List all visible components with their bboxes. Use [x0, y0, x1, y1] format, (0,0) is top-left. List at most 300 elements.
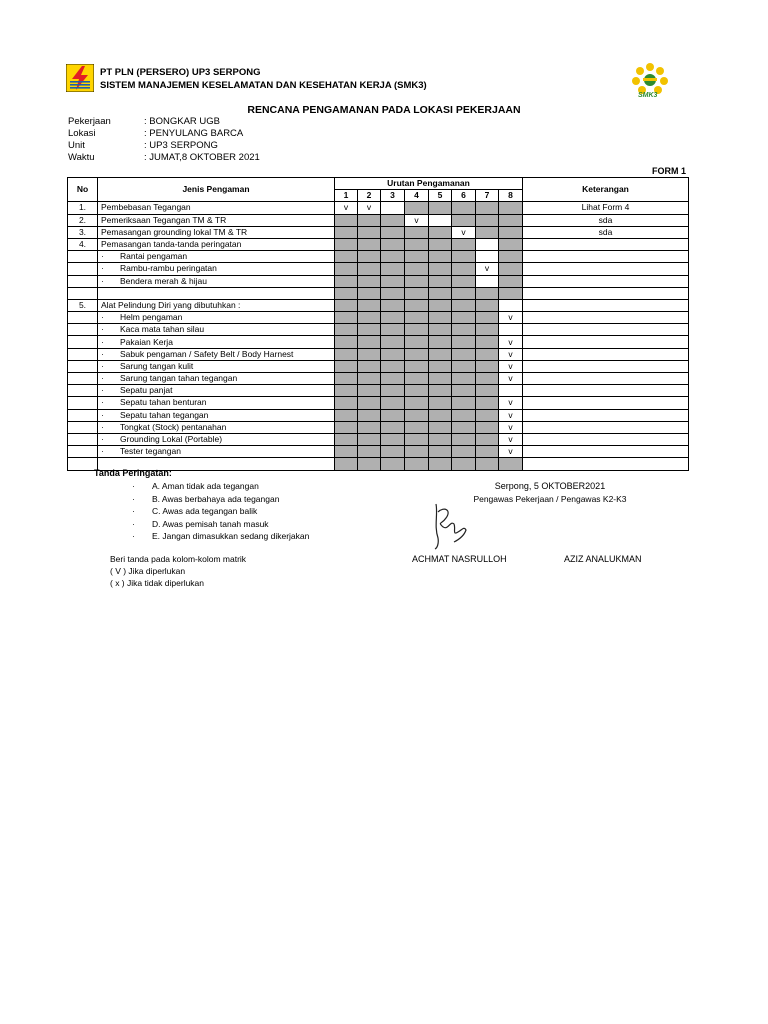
step-cell-3 [381, 226, 405, 238]
step-cell-5 [429, 421, 452, 433]
row-keterangan: Lihat Form 4 [523, 202, 689, 214]
row-keterangan [523, 324, 689, 336]
row-label-text: Sarung tangan kulit [120, 360, 194, 371]
row-label [98, 397, 335, 409]
step-cell-7: v [476, 263, 499, 275]
table-row [68, 226, 689, 238]
table-row [68, 324, 689, 336]
step-header-7: 7 [476, 190, 499, 202]
row-label-text: Sepatu tahan tegangan [120, 409, 209, 420]
bullet-icon: · [101, 275, 104, 286]
step-cell-8 [499, 458, 523, 470]
step-cell-8 [499, 287, 523, 299]
bullet-icon: · [132, 506, 135, 516]
step-cell-6 [452, 433, 476, 445]
step-header-6: 6 [452, 190, 476, 202]
form-label: FORM 1 [651, 166, 686, 176]
table-row [68, 409, 689, 421]
step-cell-8: v [499, 360, 523, 372]
step-cell-7 [476, 226, 499, 238]
step-cell-8 [499, 226, 523, 238]
row-label-text: Sarung tangan tahan tegangan [120, 373, 238, 384]
step-cell-2 [358, 226, 381, 238]
step-cell-1 [335, 312, 358, 324]
step-cell-4 [405, 458, 429, 470]
step-cell-1 [335, 214, 358, 226]
step-cell-5 [429, 336, 452, 348]
step-cell-3 [381, 385, 405, 397]
row-keterangan [523, 263, 689, 275]
step-cell-2 [358, 397, 381, 409]
row-label [98, 312, 335, 324]
row-number: 5. [68, 299, 98, 311]
row-label [98, 324, 335, 336]
step-cell-5 [429, 226, 452, 238]
step-cell-2 [358, 360, 381, 372]
step-cell-2 [358, 299, 381, 311]
step-cell-8 [499, 202, 523, 214]
row-label [98, 251, 335, 263]
step-cell-2 [358, 312, 381, 324]
step-cell-5 [429, 385, 452, 397]
table-row [68, 385, 689, 397]
row-number [68, 348, 98, 360]
step-header-3: 3 [381, 190, 405, 202]
step-cell-8: v [499, 348, 523, 360]
step-cell-5 [429, 202, 452, 214]
row-label [98, 409, 335, 421]
bullet-icon: · [101, 397, 104, 408]
step-cell-8 [499, 324, 523, 336]
row-label [98, 373, 335, 385]
signature-role: Pengawas Pekerjaan / Pengawas K2-K3 [473, 494, 627, 504]
row-keterangan [523, 275, 689, 287]
step-cell-3 [381, 433, 405, 445]
step-cell-7 [476, 433, 499, 445]
step-cell-5 [429, 409, 452, 421]
step-cell-6 [452, 214, 476, 226]
step-cell-7 [476, 397, 499, 409]
step-cell-4 [405, 324, 429, 336]
step-cell-6 [452, 202, 476, 214]
row-label: Pembebasan Tegangan [98, 202, 335, 214]
row-label: Pemeriksaan Tegangan TM & TR [98, 214, 335, 226]
step-cell-5 [429, 324, 452, 336]
step-cell-8: v [499, 397, 523, 409]
row-number [68, 360, 98, 372]
bullet-icon: · [101, 336, 104, 347]
info-row-unit [68, 140, 218, 151]
row-number [68, 446, 98, 458]
step-cell-4 [405, 385, 429, 397]
step-cell-8 [499, 299, 523, 311]
warning-note [132, 531, 309, 541]
step-cell-1 [335, 397, 358, 409]
table-row [68, 373, 689, 385]
row-keterangan [523, 385, 689, 397]
step-cell-4 [405, 263, 429, 275]
step-cell-2 [358, 275, 381, 287]
row-number [68, 251, 98, 263]
info-label: Lokasi [68, 128, 96, 139]
step-cell-5 [429, 433, 452, 445]
step-cell-3 [381, 214, 405, 226]
step-cell-5 [429, 373, 452, 385]
step-cell-2 [358, 409, 381, 421]
smk3-logo-text: SMK3 [638, 92, 658, 99]
step-cell-3 [381, 360, 405, 372]
step-cell-1 [335, 446, 358, 458]
step-cell-6 [452, 385, 476, 397]
step-cell-4 [405, 312, 429, 324]
step-cell-8: v [499, 409, 523, 421]
bullet-icon: · [101, 312, 104, 323]
step-cell-7 [476, 299, 499, 311]
step-cell-1: v [335, 202, 358, 214]
step-cell-7 [476, 458, 499, 470]
row-number [68, 336, 98, 348]
row-label-text: Sepatu panjat [120, 385, 173, 396]
row-number [68, 263, 98, 275]
row-label [98, 336, 335, 348]
info-row-lokasi [68, 128, 243, 139]
step-cell-6 [452, 238, 476, 250]
step-cell-4 [405, 251, 429, 263]
step-cell-8 [499, 238, 523, 250]
table-row [68, 336, 689, 348]
table-row [68, 275, 689, 287]
row-label [98, 433, 335, 445]
table-row [68, 299, 689, 311]
step-cell-2 [358, 446, 381, 458]
step-cell-4 [405, 433, 429, 445]
step-cell-3 [381, 409, 405, 421]
step-cell-7 [476, 385, 499, 397]
step-cell-1 [335, 226, 358, 238]
step-cell-1 [335, 287, 358, 299]
step-cell-5 [429, 275, 452, 287]
row-label [98, 360, 335, 372]
bullet-icon: · [101, 324, 104, 335]
step-cell-8: v [499, 336, 523, 348]
step-cell-4 [405, 287, 429, 299]
row-label [98, 421, 335, 433]
system-name: SISTEM MANAJEMEN KESELAMATAN DAN KESEHATAN KERJA (SMK3) [100, 80, 427, 91]
row-number [68, 433, 98, 445]
step-cell-2: v [358, 202, 381, 214]
row-keterangan [523, 397, 689, 409]
info-row-pekerjaan [68, 116, 220, 127]
step-cell-2 [358, 287, 381, 299]
step-cell-7 [476, 251, 499, 263]
step-cell-6 [452, 446, 476, 458]
step-cell-5 [429, 299, 452, 311]
step-cell-5 [429, 446, 452, 458]
row-keterangan [523, 348, 689, 360]
row-number: 4. [68, 238, 98, 250]
row-keterangan [523, 299, 689, 311]
step-cell-4 [405, 360, 429, 372]
step-cell-1 [335, 275, 358, 287]
signer-name-2: AZIZ ANALUKMAN [564, 554, 642, 564]
info-label: Unit [68, 140, 85, 151]
row-label: Pemasangan grounding lokal TM & TR [98, 226, 335, 238]
step-cell-1 [335, 336, 358, 348]
step-cell-1 [335, 458, 358, 470]
bullet-icon: · [101, 373, 104, 384]
row-label-text: Pakaian Kerja [120, 336, 173, 347]
bullet-icon: · [101, 348, 104, 359]
row-number [68, 287, 98, 299]
table-row [68, 360, 689, 372]
info-row-waktu [68, 152, 260, 163]
row-label-text: Sepatu tahan benturan [120, 397, 207, 408]
table-row [68, 238, 689, 250]
row-number [68, 275, 98, 287]
warning-note-text: E. Jangan dimasukkan sedang dikerjakan [152, 531, 310, 541]
step-cell-8 [499, 385, 523, 397]
step-cell-4 [405, 299, 429, 311]
step-cell-5 [429, 360, 452, 372]
step-cell-3 [381, 421, 405, 433]
step-cell-4 [405, 397, 429, 409]
step-cell-5 [429, 312, 452, 324]
step-cell-1 [335, 263, 358, 275]
info-value: : PENYULANG BARCA [144, 128, 244, 139]
step-cell-6 [452, 373, 476, 385]
step-cell-3 [381, 397, 405, 409]
row-label [98, 385, 335, 397]
col-header-jenis: Jenis Pengaman [98, 178, 335, 202]
row-label: Alat Pelindung Diri yang dibutuhkan : [98, 299, 335, 311]
warning-note [132, 494, 279, 504]
step-cell-4: v [405, 214, 429, 226]
step-cell-8: v [499, 433, 523, 445]
col-header-urutan: Urutan Pengamanan [335, 178, 523, 190]
step-cell-7 [476, 421, 499, 433]
step-cell-2 [358, 348, 381, 360]
info-label: Waktu [68, 152, 95, 163]
row-number: 2. [68, 214, 98, 226]
step-cell-5 [429, 251, 452, 263]
step-cell-8 [499, 275, 523, 287]
step-cell-1 [335, 409, 358, 421]
table-row [68, 251, 689, 263]
step-cell-5 [429, 348, 452, 360]
row-label-text: Grounding Lokal (Portable) [120, 434, 223, 445]
step-cell-6 [452, 336, 476, 348]
row-label-text: Bendera merah & hijau [120, 275, 207, 286]
step-cell-8: v [499, 373, 523, 385]
row-label-text: Rambu-rambu peringatan [120, 263, 217, 274]
warning-note [132, 506, 257, 516]
bullet-icon: · [101, 409, 104, 420]
step-cell-5 [429, 263, 452, 275]
warning-note-text: B. Awas berbahaya ada tegangan [152, 493, 280, 504]
info-value: : JUMAT,8 OKTOBER 2021 [144, 152, 260, 163]
row-label-text: Sabuk pengaman / Safety Belt / Body Harnest [120, 348, 294, 359]
step-cell-2 [358, 263, 381, 275]
step-cell-1 [335, 433, 358, 445]
row-label-text: Rantai pengaman [120, 251, 188, 262]
step-cell-7 [476, 324, 499, 336]
step-cell-2 [358, 214, 381, 226]
step-cell-3 [381, 287, 405, 299]
step-cell-1 [335, 360, 358, 372]
row-keterangan [523, 312, 689, 324]
step-cell-2 [358, 251, 381, 263]
step-cell-6 [452, 251, 476, 263]
table-row [68, 446, 689, 458]
legend-line: ( x ) Jika tidak diperlukan [110, 578, 205, 588]
row-label [98, 287, 335, 299]
step-cell-7 [476, 287, 499, 299]
info-value: : BONGKAR UGB [144, 116, 221, 127]
step-cell-3 [381, 299, 405, 311]
step-cell-2 [358, 433, 381, 445]
step-cell-3 [381, 312, 405, 324]
step-cell-6 [452, 275, 476, 287]
step-cell-7 [476, 446, 499, 458]
table-row [68, 348, 689, 360]
col-header-no: No [68, 178, 98, 202]
document-title: RENCANA PENGAMANAN PADA LOKASI PEKERJAAN [247, 104, 521, 116]
step-cell-2 [358, 421, 381, 433]
bullet-icon: · [132, 493, 135, 504]
step-cell-6: v [452, 226, 476, 238]
step-cell-3 [381, 373, 405, 385]
warning-note-text: C. Awas ada tegangan balik [152, 506, 258, 516]
step-cell-4 [405, 348, 429, 360]
row-keterangan [523, 360, 689, 372]
row-keterangan [523, 421, 689, 433]
step-cell-4 [405, 275, 429, 287]
bullet-icon: · [101, 251, 104, 262]
row-keterangan: sda [523, 226, 689, 238]
row-label [98, 263, 335, 275]
table-row [68, 214, 689, 226]
step-cell-5 [429, 238, 452, 250]
step-cell-1 [335, 348, 358, 360]
row-keterangan [523, 458, 689, 470]
step-cell-1 [335, 238, 358, 250]
step-cell-6 [452, 409, 476, 421]
step-cell-8: v [499, 446, 523, 458]
step-cell-1 [335, 385, 358, 397]
step-cell-4 [405, 336, 429, 348]
bullet-icon: · [101, 263, 104, 274]
step-cell-5 [429, 397, 452, 409]
step-cell-2 [358, 458, 381, 470]
step-cell-1 [335, 251, 358, 263]
step-cell-6 [452, 397, 476, 409]
pln-logo-icon [66, 64, 94, 92]
step-header-4: 4 [405, 190, 429, 202]
step-cell-6 [452, 312, 476, 324]
table-row [68, 433, 689, 445]
step-cell-7 [476, 202, 499, 214]
step-cell-7 [476, 373, 499, 385]
step-cell-1 [335, 373, 358, 385]
row-number: 1. [68, 202, 98, 214]
bullet-icon: · [132, 518, 135, 529]
row-label [98, 275, 335, 287]
step-cell-6 [452, 348, 476, 360]
step-cell-3 [381, 446, 405, 458]
step-header-1: 1 [335, 190, 358, 202]
step-cell-4 [405, 202, 429, 214]
step-cell-3 [381, 263, 405, 275]
table-row [68, 421, 689, 433]
step-cell-7 [476, 348, 499, 360]
step-cell-5 [429, 214, 452, 226]
step-cell-1 [335, 299, 358, 311]
row-keterangan [523, 238, 689, 250]
step-cell-6 [452, 287, 476, 299]
bullet-icon: · [132, 481, 135, 491]
step-cell-4 [405, 446, 429, 458]
step-cell-8 [499, 263, 523, 275]
table-row [68, 263, 689, 275]
row-keterangan [523, 446, 689, 458]
bullet-icon: · [132, 531, 135, 541]
step-cell-7 [476, 238, 499, 250]
legend-line: ( V ) Jika diperlukan [110, 566, 186, 576]
row-number [68, 312, 98, 324]
bullet-icon: · [101, 421, 104, 432]
step-header-5: 5 [429, 190, 452, 202]
row-number [68, 397, 98, 409]
row-label [98, 348, 335, 360]
warning-note-text: A. Aman tidak ada tegangan [152, 481, 259, 491]
step-cell-7 [476, 312, 499, 324]
step-cell-3 [381, 251, 405, 263]
row-number [68, 409, 98, 421]
step-cell-4 [405, 238, 429, 250]
step-cell-1 [335, 324, 358, 336]
bullet-icon: · [101, 360, 104, 371]
step-cell-7 [476, 275, 499, 287]
step-cell-8: v [499, 421, 523, 433]
step-cell-4 [405, 373, 429, 385]
step-cell-2 [358, 324, 381, 336]
safety-plan-table [67, 177, 689, 471]
row-keterangan [523, 373, 689, 385]
row-keterangan [523, 251, 689, 263]
row-number: 3. [68, 226, 98, 238]
step-cell-5 [429, 287, 452, 299]
row-keterangan [523, 287, 689, 299]
row-number [68, 385, 98, 397]
row-label-text: Helm pengaman [120, 312, 183, 323]
info-label: Pekerjaan [68, 116, 111, 127]
step-cell-7 [476, 409, 499, 421]
row-keterangan [523, 433, 689, 445]
row-keterangan: sda [523, 214, 689, 226]
step-cell-3 [381, 324, 405, 336]
step-cell-6 [452, 299, 476, 311]
step-cell-5 [429, 458, 452, 470]
table-row [68, 397, 689, 409]
step-cell-6 [452, 360, 476, 372]
step-cell-6 [452, 421, 476, 433]
row-number [68, 373, 98, 385]
step-cell-2 [358, 238, 381, 250]
step-cell-3 [381, 348, 405, 360]
step-cell-3 [381, 336, 405, 348]
step-cell-3 [381, 458, 405, 470]
handwritten-signature-icon [428, 502, 470, 550]
